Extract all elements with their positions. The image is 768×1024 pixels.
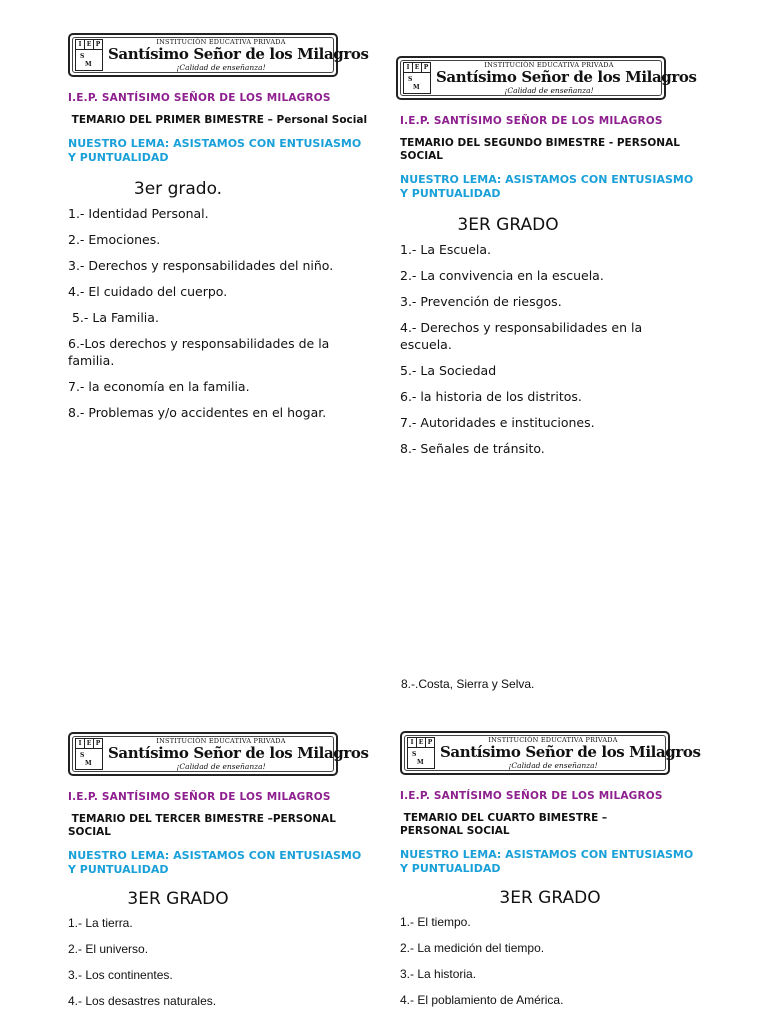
extra-list-item: 8.-.Costa, Sierra y Selva. <box>401 677 535 691</box>
grade-heading: 3ER GRADO <box>499 888 601 908</box>
list-item: 4.- El poblamiento de América. <box>400 993 564 1007</box>
school-logo: I E P S M INSTITUCIÓN EDUCATIVA PRIVADA Santísimo Señor de los Milagros ¡Calidad de enseñanza! <box>68 732 338 776</box>
crest-icon: I E P S M <box>403 62 431 94</box>
list-item: 2.- El universo. <box>68 942 149 956</box>
list-item: 8.- Señales de tránsito. <box>400 441 545 456</box>
list-item: 6.- la historia de los distritos. <box>400 389 582 404</box>
list-item: 3.- Los continentes. <box>68 968 173 982</box>
motto: NUESTRO LEMA: ASISTAMOS CON ENTUSIASMO Y PUNTUALIDAD <box>400 173 694 200</box>
temario-block-3 <box>68 732 368 1019</box>
list-item: 1.- El tiempo. <box>400 915 471 929</box>
school-logo: I E P S M INSTITUCIÓN EDUCATIVA PRIVADA Santísimo Señor de los Milagros ¡Calidad de enseñanza! <box>396 56 666 100</box>
list-item: 2.- La medición del tiempo. <box>400 941 545 955</box>
school-logo: I E P S M INSTITUCIÓN EDUCATIVA PRIVADA Santísimo Señor de los Milagros ¡Calidad de enseñanza! <box>68 33 338 77</box>
temario-block-4 <box>400 731 700 1018</box>
crest-icon: I E P S M <box>407 737 435 769</box>
school-name: I.E.P. SANTÍSIMO SEÑOR DE LOS MILAGROS <box>68 791 331 803</box>
topic-list <box>68 915 368 1009</box>
grade-heading: 3ER GRADO <box>127 889 229 909</box>
motto: NUESTRO LEMA: ASISTAMOS CON ENTUSIASMO Y PUNTUALIDAD <box>68 137 362 164</box>
temario-title: TEMARIO DEL CUARTO BIMESTRE – PERSONAL SOCIAL <box>400 812 611 837</box>
grade-heading: 3ER GRADO <box>457 215 559 235</box>
list-item: 7.- la economía en la familia. <box>68 379 250 394</box>
list-item: 8.- Problemas y/o accidentes en el hogar. <box>68 405 327 420</box>
list-item: 1.- La Escuela. <box>400 242 492 257</box>
list-item: 5.- La Familia. <box>68 310 159 325</box>
list-item: 3.- Prevención de riesgos. <box>400 294 562 309</box>
list-item: 7.- Autoridades e instituciones. <box>400 415 595 430</box>
crest-icon: I E P S M <box>75 738 103 770</box>
school-name: I.E.P. SANTÍSIMO SEÑOR DE LOS MILAGROS <box>68 92 331 104</box>
list-item: 5.- La Sociedad <box>400 363 497 378</box>
temario-block-2 <box>396 56 696 466</box>
motto: NUESTRO LEMA: ASISTAMOS CON ENTUSIASMO Y PUNTUALIDAD <box>68 849 362 876</box>
school-name: I.E.P. SANTÍSIMO SEÑOR DE LOS MILAGROS <box>400 790 663 802</box>
list-item: 4.- El cuidado del cuerpo. <box>68 284 228 299</box>
list-item: 4.- Derechos y responsabilidades en la escuela. <box>400 320 643 352</box>
list-item: 6.-Los derechos y responsabilidades de la familia. <box>68 336 330 368</box>
list-item: 1.- La tierra. <box>68 916 133 930</box>
topic-list <box>396 241 696 457</box>
motto: NUESTRO LEMA: ASISTAMOS CON ENTUSIASMO Y PUNTUALIDAD <box>400 848 694 875</box>
list-item: 3.- La historia. <box>400 967 477 981</box>
grade-heading: 3er grado. <box>133 179 223 199</box>
list-item: 3.- Derechos y responsabilidades del niño. <box>68 258 334 273</box>
school-logo: I E P S M INSTITUCIÓN EDUCATIVA PRIVADA Santísimo Señor de los Milagros ¡Calidad de enseñanza! <box>400 731 670 775</box>
crest-icon: I E P S M <box>75 39 103 71</box>
temario-title: TEMARIO DEL SEGUNDO BIMESTRE - PERSONAL SOCIAL <box>400 137 680 162</box>
topic-list <box>68 205 368 421</box>
list-item: 4.- Los desastres naturales. <box>68 994 217 1008</box>
list-item: 2.- La convivencia en la escuela. <box>400 268 604 283</box>
school-name: I.E.P. SANTÍSIMO SEÑOR DE LOS MILAGROS <box>400 115 663 127</box>
list-item: 2.- Emociones. <box>68 232 161 247</box>
temario-title: TEMARIO DEL TERCER BIMESTRE –PERSONAL SOCIAL <box>68 813 340 838</box>
topic-list <box>400 914 700 1008</box>
temario-block-1 <box>68 33 368 430</box>
temario-title: TEMARIO DEL PRIMER BIMESTRE – Personal Social <box>68 114 368 126</box>
list-item: 1.- Identidad Personal. <box>68 206 209 221</box>
